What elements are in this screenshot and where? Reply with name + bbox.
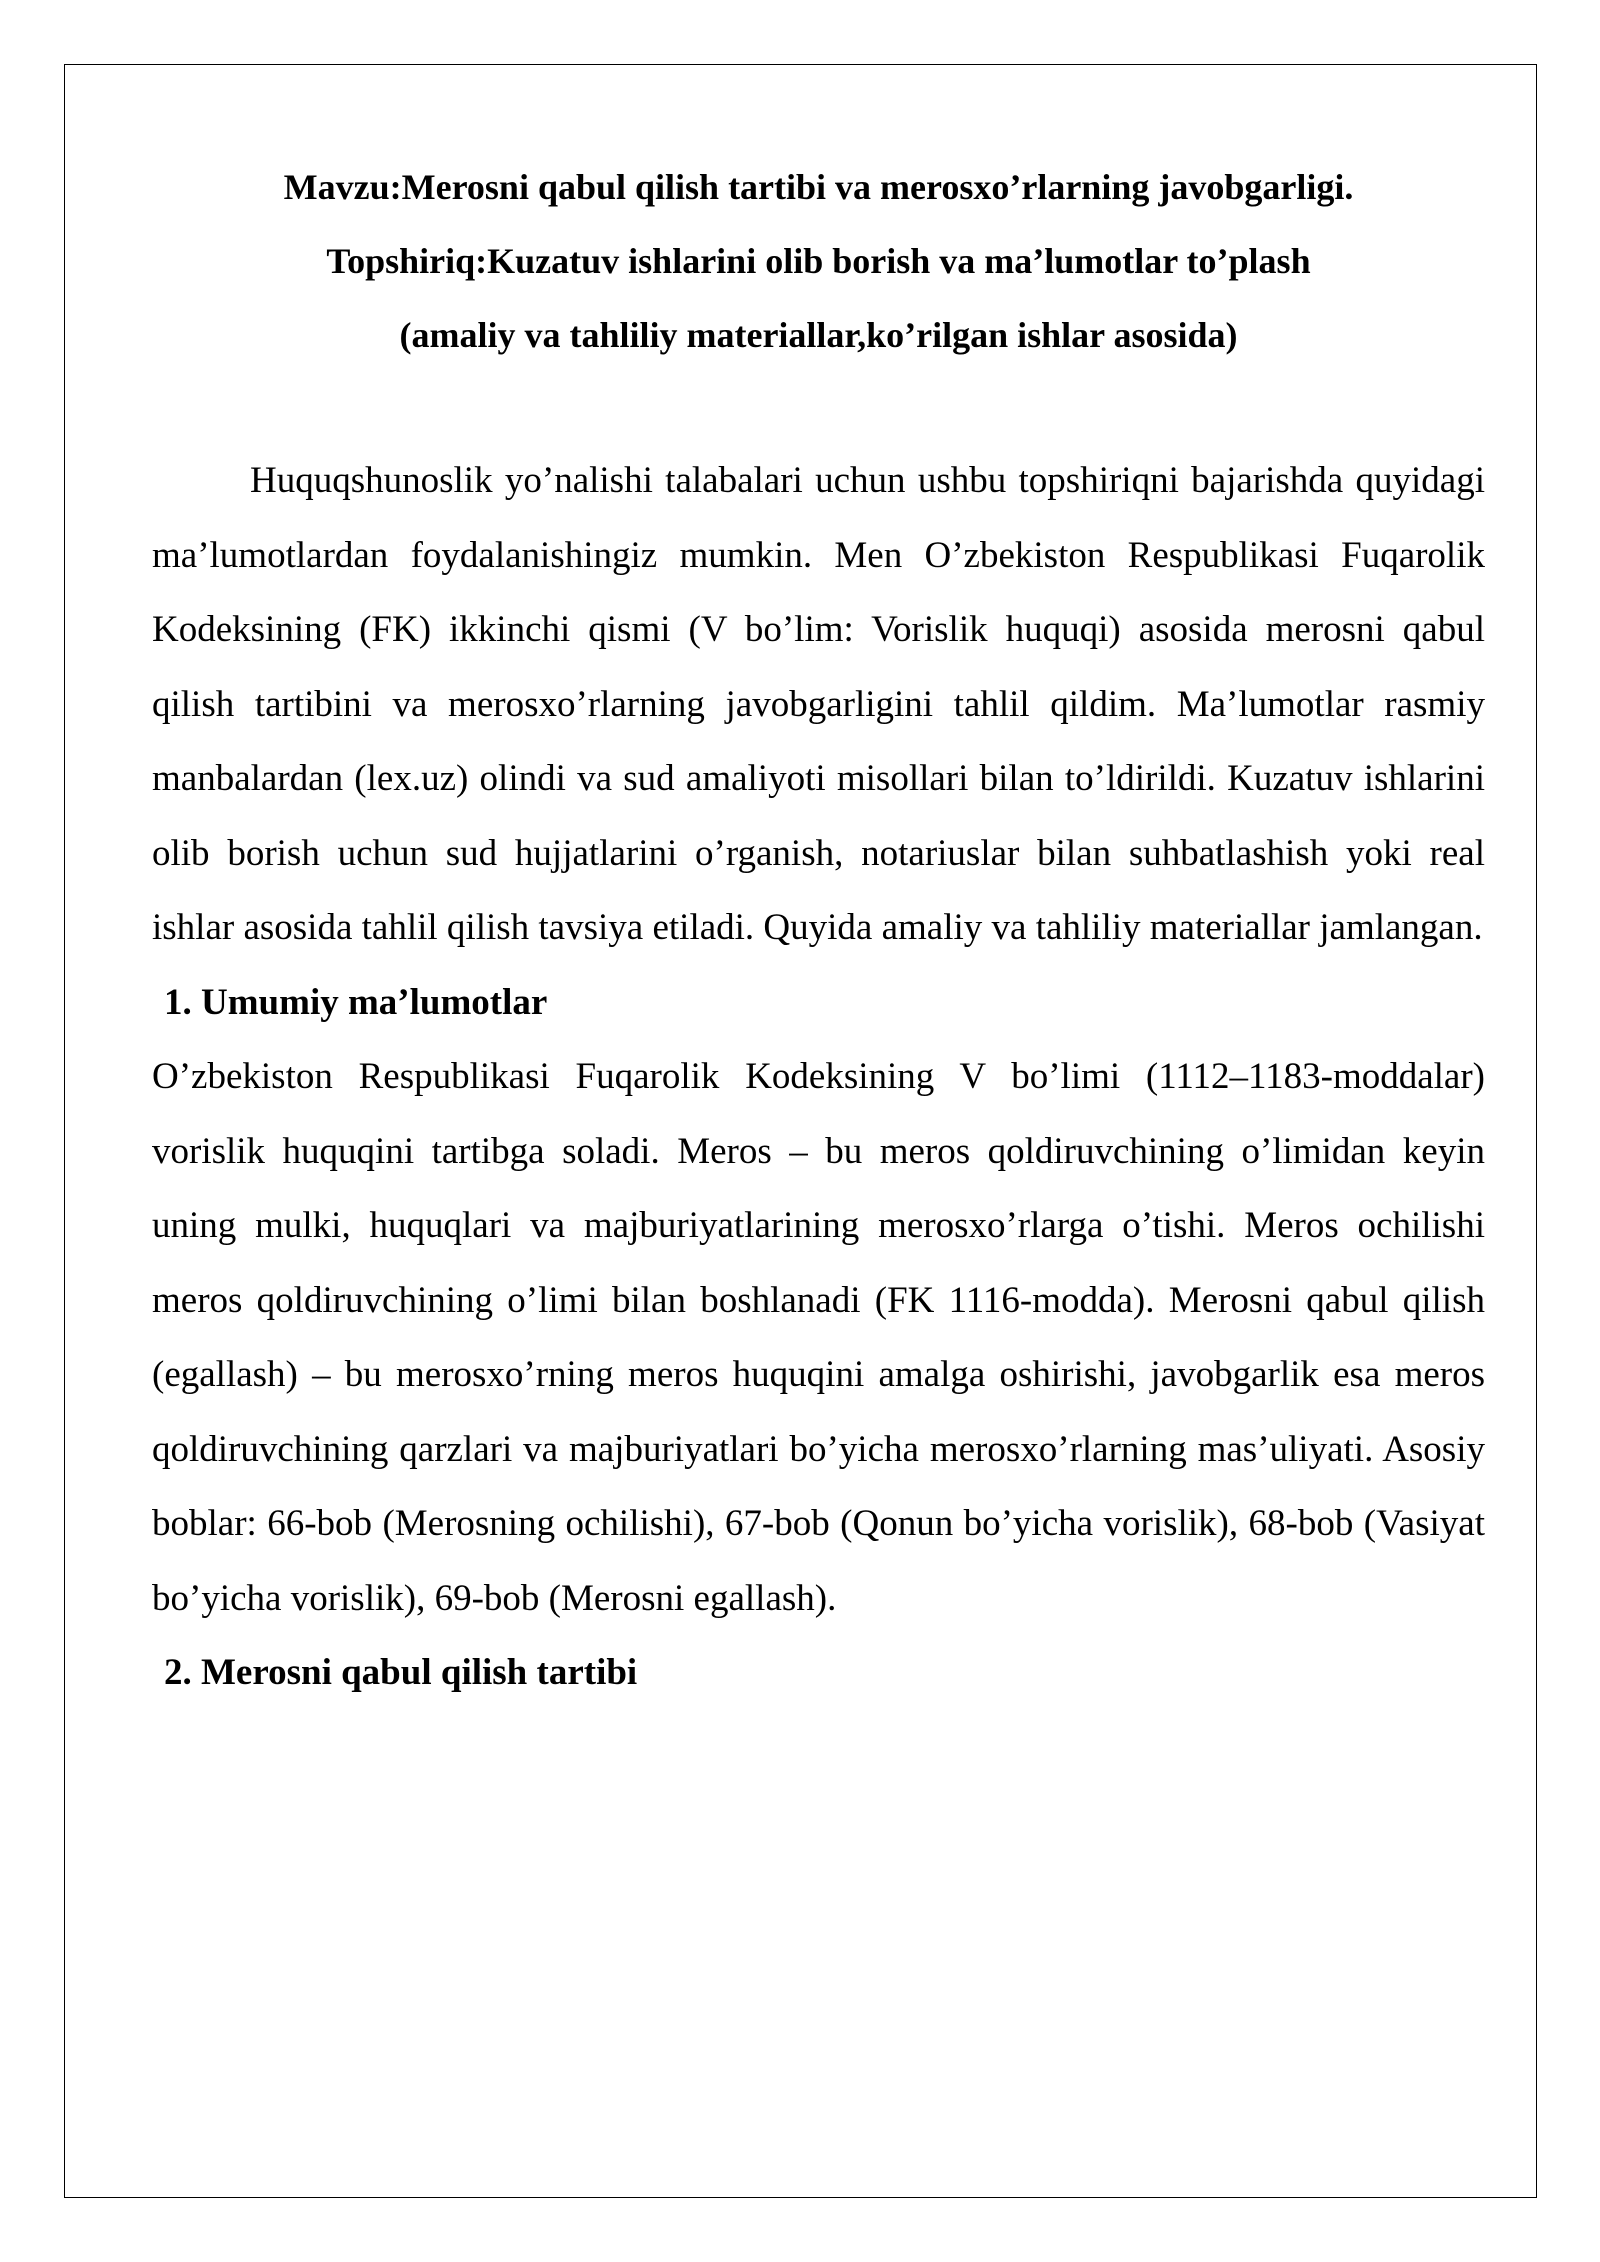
section-paragraph-general-info: O’zbekiston Respublikasi Fuqarolik Kodeksining V bo’limi (1112–1183-moddalar) vorislik huquqini tartibga soladi. Meros – bu meros qoldiruvchining o’limidan keyin uning mulki, huquqlari va majburiyatlarining merosxo’rlarga o’tishi. Meros ochilishi meros qoldiruvchining o’limi bilan boshlanadi (FK 1116-modda). Merosni qabul qilish (egallash) – bu merosxo’rning meros huquqini amalga oshirishi, javobgarlik esa meros qoldiruvchining qarzlari va majburiyatlari bo’yicha merosxo’rlarning mas’uliyati. Asosiy boblar: 66-bob (Merosning ochilishi), 67-bob (Qonun bo’yicha vorislik), 68-bob (Vasiyat bo’yicha vorislik), 69-bob (Merosni egallash).: [152, 1056, 1485, 1619]
topic-line: Mavzu:Merosni qabul qilish tartibi va merosxo’rlarning javobgarligi.: [283, 167, 1354, 207]
document-body: [152, 150, 1485, 1711]
section-title-acceptance-procedure: 2. Merosni qabul qilish tartibi: [164, 1652, 638, 1693]
heading-spacer: [152, 372, 1485, 444]
intro-paragraph: Huquqshunoslik yo’nalishi talabalari uchun ushbu topshiriqni bajarishda quyidagi ma’lumotlardan foydalanishingiz mumkin. Men O’zbekiston Respublikasi Fuqarolik Kodeksining (FK) ikkinchi qismi (V bo’lim: Vorislik huquqi) asosida merosni qabul qilish tartibini va merosxo’rlarning javobgarligini tahlil qildim. Ma’lumotlar rasmiy manbalardan (lex.uz) olindi va sud amaliyoti misollari bilan to’ldirildi. Kuzatuv ishlarini olib borish uchun sud hujjatlarini o’rganish, notariuslar bilan suhbatlashish yoki real ishlar asosida tahlil qilish tavsiya etiladi. Quyida amaliy va tahliliy materiallar jamlangan.: [152, 460, 1485, 948]
note-line: (amaliy va tahliliy materiallar,ko’rilgan ishlar asosida): [399, 315, 1238, 355]
document-heading: [152, 150, 1485, 372]
task-line: Topshiriq:Kuzatuv ishlarini olib borish va ma’lumotlar to’plash: [326, 241, 1311, 281]
section-title-general-info: 1. Umumiy ma’lumotlar: [164, 981, 548, 1023]
